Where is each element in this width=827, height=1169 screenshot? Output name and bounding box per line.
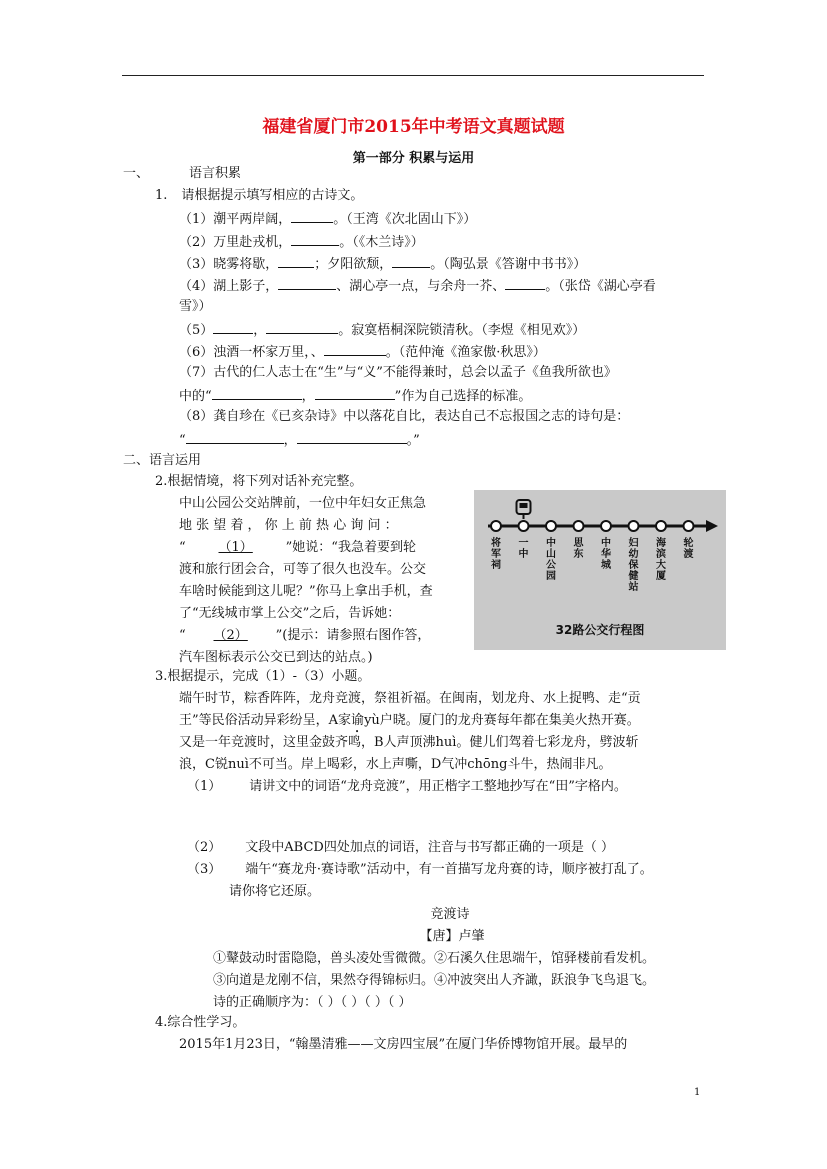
- q1-item-7-cont: 中的“ ， ”作为自己选择的标准。: [179, 385, 531, 407]
- q1-item-4-cont: 雪》）: [179, 299, 212, 314]
- section1-number: 一、: [123, 166, 150, 181]
- station-dot: [574, 521, 584, 531]
- answer-blank[interactable]: [278, 275, 336, 290]
- answer-blank[interactable]: [266, 319, 338, 334]
- q1-number: 1.: [155, 188, 168, 203]
- q3-sub-1: （1） 请讲文中的词语“龙舟竞渡”，用正楷字工整地抄写在“田”字格内。: [187, 779, 627, 794]
- section1-heading-text: 语言积累: [189, 166, 242, 181]
- station-label: 中华城: [601, 538, 611, 571]
- q1-prompt: [155, 186, 363, 206]
- poem-line-1: ①鼙鼓动时雷隐隐，兽头凌处雪微微。②石溪久住思端午，馆驿楼前看发机。: [213, 951, 656, 966]
- q1-item-5: （5） ， 。寂寞梧桐深院锁清秋。（李煜《相见欢》）: [179, 319, 585, 341]
- q3-sub-3-cont: 请你将它还原。: [229, 884, 321, 899]
- answer-blank[interactable]: [315, 385, 395, 400]
- q2-prompt: 2.根据情境，将下列对话补充完整。: [155, 474, 363, 489]
- q3-passage-line: 浪，C锐nuì不可当。岸上喝彩，水上声嘶，D气冲chōng斗牛，热闹非凡。: [179, 757, 612, 772]
- q4-prompt: 4.综合性学习。: [155, 1015, 246, 1030]
- q1-item-8: （8）龚自珍在《已亥杂诗》中以落花自比，表达自己不忘报国之志的诗句是：: [179, 409, 630, 424]
- section2-heading: 二、语言运用: [123, 453, 202, 468]
- part-title: 第一部分 积累与运用: [352, 151, 475, 166]
- header-rule: [122, 75, 704, 76]
- station-dot: [629, 521, 639, 531]
- section1-heading: [123, 164, 241, 184]
- station-dot: [684, 521, 694, 531]
- q2-line: 汽车图标表示公交已到达的站点。): [179, 650, 373, 665]
- poem-order-prompt: 诗的正确顺序为：（ ）（ ）（ ）（ ）: [213, 995, 412, 1010]
- q1-item-2: （2）万里赴戎机， 。（《木兰诗》）: [179, 231, 424, 253]
- answer-blank-2[interactable]: （2）: [213, 628, 248, 643]
- answer-blank[interactable]: [291, 208, 333, 223]
- answer-blank[interactable]: [212, 385, 302, 400]
- answer-blank-1[interactable]: （1）: [218, 540, 253, 555]
- answer-blank[interactable]: [213, 319, 253, 334]
- poem-line-2: ③向道是龙刚不信，果然夺得锦标归。④冲波突出人齐譀，跃浪争飞鸟退飞。: [213, 973, 656, 988]
- q1-item-6: （6）浊酒一杯家万里，、 。（范仲淹《渔家傲·秋思》）: [179, 341, 546, 363]
- answer-blank[interactable]: [291, 231, 339, 246]
- q3-sub-2: （2） 文段中ABCD四处加点的词语，注音与书写都正确的一项是（ ）: [187, 840, 614, 855]
- station-dot: [656, 521, 666, 531]
- station-dot: [491, 521, 501, 531]
- q3-sub-3: （3） 端午“赛龙舟·赛诗歌”活动中，有一首描写龙舟赛的诗，顺序被打乱了。: [187, 862, 653, 877]
- figure-caption: 32路公交行程图: [555, 623, 645, 637]
- q3-passage-line: 又是一年竞渡时，这里金鼓齐鸣，B人声顶沸huì。健儿们驾着七彩龙舟，劈波斩: [179, 735, 639, 750]
- answer-blank[interactable]: [392, 253, 430, 268]
- answer-blank[interactable]: [505, 275, 545, 290]
- q3-passage-line: 端午时节，粽香阵阵，龙舟竞渡，祭祖祈福。在闽南，划龙舟、水上捉鸭、走“贡: [179, 691, 641, 706]
- answer-blank[interactable]: [186, 429, 284, 444]
- station-dot: [546, 521, 556, 531]
- q2-line: 地 张 望 着 ， 你 上 前 热 心 询 问 ：: [179, 518, 398, 533]
- answer-blank[interactable]: [297, 429, 407, 444]
- answer-blank[interactable]: [324, 341, 386, 356]
- page-number: 1: [694, 1087, 701, 1098]
- q1-item-1: （1）潮平两岸阔， 。（王湾《次北固山下》）: [179, 208, 476, 230]
- answer-blank[interactable]: [278, 253, 314, 268]
- q2-line: “ （2） ”(提示：请参照右图作答，: [179, 626, 430, 646]
- bus-route-figure: [474, 490, 726, 650]
- document-title: 福建省厦门市2015年中考语文真题试题: [262, 117, 565, 137]
- station-label: 一中: [518, 538, 529, 560]
- station-label: 思东: [573, 538, 584, 560]
- q1-text: 请根据提示填写相应的古诗文。: [181, 188, 364, 203]
- station-label: 妇幼保健站: [628, 538, 639, 593]
- station-label: 将军祠: [491, 538, 501, 571]
- q2-line: 了“无线城市掌上公交”之后，告诉她：: [179, 606, 401, 621]
- q1-item-4: （4）湖上影子， 、湖心亭一点，与余舟一芥、 。（张岱《湖心亭看: [179, 275, 656, 297]
- q4-line: 2015年1月23日，“翰墨清雅——文房四宝展”在厦门华侨博物馆开展。最早的: [179, 1037, 628, 1052]
- q1-item-8-cont: “ ， 。”: [179, 429, 420, 451]
- station-label: 中山公园: [546, 538, 556, 582]
- q3-prompt: 3.根据提示，完成（1）-（3）小题。: [155, 669, 371, 684]
- q1-item-3: （3）晓雾将歇， ；夕阳欲颓， 。（陶弘景《答谢中书书》）: [179, 253, 586, 275]
- station-dot: [601, 521, 611, 531]
- q2-line: 渡和旅行团会合，可等了很久也没车。公交: [179, 562, 427, 577]
- station-label: 海滨大厦: [656, 538, 666, 582]
- q2-line: 车啥时候能到这儿呢？”你马上拿出手机，查: [179, 584, 433, 599]
- station-dot: [519, 521, 529, 531]
- poem-author: 【唐】卢肇: [419, 929, 485, 944]
- q1-item-7: （7）古代的仁人志士在“生”与“义”不能得兼时，总会以孟子《鱼我所欲也》: [179, 365, 617, 380]
- q2-line: “ （1） ”她说：“我急着要到轮: [179, 538, 416, 558]
- station-label: 轮渡: [683, 538, 694, 560]
- q3-passage-line: 王”等民俗活动异彩纷呈，A家谕yù户晓。厦门的龙舟赛每年都在集美火热开赛。: [179, 713, 640, 728]
- poem-title: 竞渡诗: [430, 907, 470, 922]
- q2-line: 中山公园公交站牌前，一位中年妇女正焦急: [179, 496, 427, 511]
